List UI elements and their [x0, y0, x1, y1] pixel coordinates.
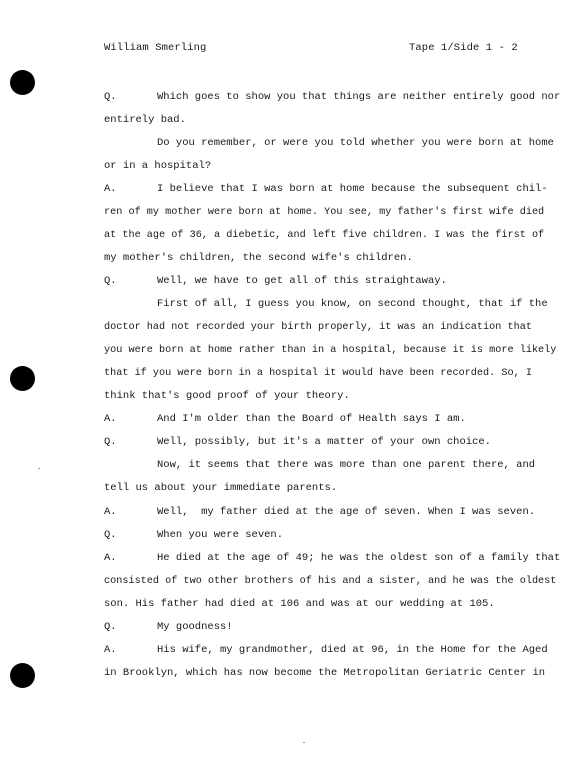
- transcript-line: First of all, I guess you know, on second thought, that if the: [157, 298, 548, 310]
- binder-hole-bottom: [10, 663, 35, 688]
- transcript-line: Well, we have to get all of this straightaway.: [157, 275, 447, 287]
- transcript-line: that if you were born in a hospital it would have been recorded. So, I: [104, 368, 532, 379]
- binder-hole-middle: [10, 366, 35, 391]
- transcript-line: Now, it seems that there was more than one parent there, and: [157, 459, 536, 471]
- speaker-label: Q.: [104, 275, 117, 287]
- speaker-label: A.: [104, 644, 117, 656]
- transcript-line: you were born at home rather than in a hospital, because it is more likely: [104, 345, 557, 356]
- transcript-line: or in a hospital?: [104, 160, 212, 172]
- transcript-line: doctor had not recorded your birth properly, it was an indication that: [104, 322, 532, 333]
- transcript-line: My goodness!: [157, 621, 233, 633]
- transcript-line: my mother's children, the second wife's children.: [104, 252, 413, 264]
- transcript-line: in Brooklyn, which has now become the Metropolitan Geriatric Center in: [104, 667, 546, 679]
- transcript-line: I believe that I was born at home because the subsequent chil-: [157, 183, 548, 195]
- binder-hole-top: [10, 70, 35, 95]
- speaker-label: Q.: [104, 91, 117, 103]
- transcript-line: He died at the age of 49; he was the oldest son of a family that: [157, 552, 561, 564]
- transcript-line: His wife, my grandmother, died at 96, in the Home for the Aged: [157, 644, 548, 656]
- transcript-line: at the age of 36, a diebetic, and left five children. I was the first of: [104, 230, 545, 241]
- speaker-label: A.: [104, 183, 117, 195]
- speaker-label: A.: [104, 552, 117, 564]
- transcript-line: tell us about your immediate parents.: [104, 482, 338, 494]
- transcript-line: think that's good proof of your theory.: [104, 390, 350, 402]
- transcript-line: entirely bad.: [104, 114, 186, 126]
- speaker-label: Q.: [104, 621, 117, 633]
- scan-speck: [38, 468, 40, 469]
- transcript-line: consisted of two other brothers of his and a sister, and he was the oldest: [104, 576, 557, 587]
- transcript-line: Well, possibly, but it's a matter of your own choice.: [157, 436, 491, 448]
- speaker-label: Q.: [104, 529, 117, 541]
- speaker-label: A.: [104, 413, 117, 425]
- transcript-line: When you were seven.: [157, 529, 284, 541]
- speaker-label: A.: [104, 506, 117, 518]
- transcript-line: ren of my mother were born at home. You see, my father's first wife died: [104, 207, 545, 218]
- transcript-line: son. His father had died at 106 and was at our wedding at 105.: [104, 598, 495, 610]
- header-tape-side-page: Tape 1/Side 1 - 2: [409, 42, 518, 54]
- header-interviewee-name: William Smerling: [104, 42, 207, 54]
- transcript-line: Which goes to show you that things are neither entirely good nor: [157, 91, 561, 103]
- transcript-line: Do you remember, or were you told whether you were born at home: [157, 137, 554, 149]
- speaker-label: Q.: [104, 436, 117, 448]
- transcript-line: And I'm older than the Board of Health says I am.: [157, 413, 466, 425]
- transcript-line: Well, my father died at the age of seven. When I was seven.: [157, 506, 536, 518]
- scan-speck: [303, 742, 305, 743]
